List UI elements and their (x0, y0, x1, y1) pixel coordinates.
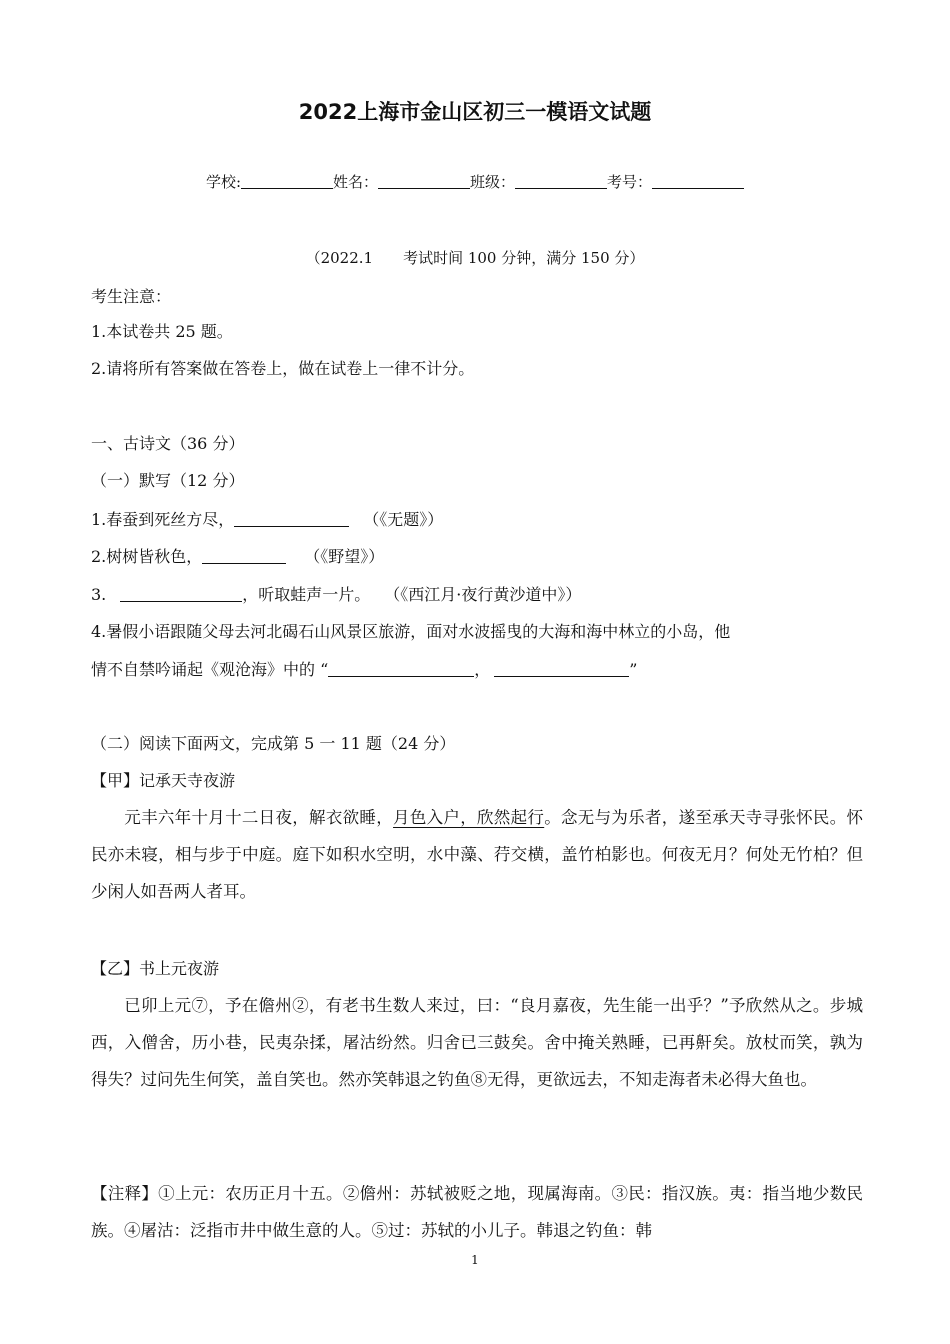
passage-jia-text (91, 799, 863, 910)
question-4-line-1: 4.暑假小语跟随父母去河北碣石山风景区旅游，面对水波摇曳的大海和海中林立的小岛，他 (91, 622, 731, 641)
question-4-prefix: 情不自禁吟诵起《观沧海》中的 “ (91, 660, 329, 679)
question-3-blank[interactable] (120, 583, 242, 602)
passage-yi-text (91, 987, 863, 1098)
question-2 (91, 545, 384, 568)
question-2-source: （《野望》） (304, 547, 385, 566)
passage-jia-heading: 【甲】记承天寺夜游 (91, 771, 236, 790)
passage-jia-part-1: 元丰六年十月十二日夜，解衣欲睡， (124, 808, 394, 827)
class-blank[interactable] (515, 170, 607, 189)
question-4-blank-1[interactable] (328, 658, 474, 677)
class-label: 班级： (470, 173, 516, 191)
question-2-text: 2.树树皆秋色， (91, 547, 203, 566)
school-blank[interactable] (241, 170, 333, 189)
number-blank[interactable] (652, 170, 744, 189)
page-title: 2022上海市金山区初三一模语文试题 (298, 100, 652, 124)
question-3-text: ，听取蛙声一片。 (242, 585, 371, 604)
name-label: 姓名： (333, 173, 379, 191)
question-3 (91, 583, 581, 606)
question-1-source: （《无题》） (363, 510, 444, 529)
passage-yi-body: 已卯上元⑦，予在儋州②，有老书生数人来过，曰：“良月嘉夜，先生能一出乎？”予欣然从之。步城西，入僧舍，历小巷，民夷杂揉，屠沽纷然。归舍已三鼓矣。舍中掩关熟睡，已再鼾矣。放杖而笑，孰为得失？过问先生何笑，盖自笑也。然亦笑韩退之钓鱼⑧无得，更欲远去，不知走海者未必得大鱼也。 (91, 996, 863, 1089)
question-3-source: （《西江月·夜行黄沙道中》） (392, 585, 582, 604)
annotations: 【注释】①上元：农历正月十五。②儋州：苏轼被贬之地，现属海南。③民：指汉族。夷：指当地少数民族。④屠沽：泛指市井中做生意的人。⑤过：苏轼的小儿子。韩退之钓鱼：韩 (91, 1184, 863, 1240)
subsection-heading-reading: （二）阅读下面两文，完成第 5 一 11 题（24 分） (91, 734, 456, 753)
question-4-close: ” (629, 660, 638, 679)
exam-meta: （2022.1 考试时间 100 分钟，满分 150 分） (305, 249, 645, 267)
notice-heading: 考生注意： (91, 287, 172, 306)
question-3-number: 3. (91, 585, 107, 604)
question-4-blank-2[interactable] (494, 658, 629, 677)
name-blank[interactable] (378, 170, 470, 189)
section-heading-poetry: 一、古诗文（36 分） (91, 434, 245, 453)
question-1 (91, 508, 443, 531)
school-label: 学校: (205, 173, 241, 191)
student-info-row (0, 170, 950, 192)
passage-jia-underlined: 月色入户，欣然起行 (393, 808, 545, 827)
notice-item-1: 1.本试卷共 25 题。 (91, 322, 233, 341)
question-4-line-2 (91, 658, 637, 681)
subsection-heading-dictation: （一）默写（12 分） (91, 471, 245, 490)
passage-jia-part-2: 。念无与为乐者，遂至承天寺寻张怀民。怀民亦未寝，相与步于中庭。庭下如积水空明，水中藻、荇交横，盖竹柏影也。何夜无月？何处无竹柏？但少闲人如吾两人者耳。 (91, 808, 864, 901)
passage-yi-heading: 【乙】书上元夜游 (91, 959, 220, 978)
question-1-blank[interactable] (234, 508, 349, 527)
question-1-text: 1.春蚕到死丝方尽， (91, 510, 235, 529)
number-label: 考号： (607, 173, 653, 191)
page-number: 1 (471, 1253, 479, 1267)
question-2-blank[interactable] (202, 545, 286, 564)
question-4-comma: ， (474, 660, 491, 679)
notice-item-2: 2.请将所有答案做在答卷上，做在试卷上一律不计分。 (91, 359, 475, 378)
